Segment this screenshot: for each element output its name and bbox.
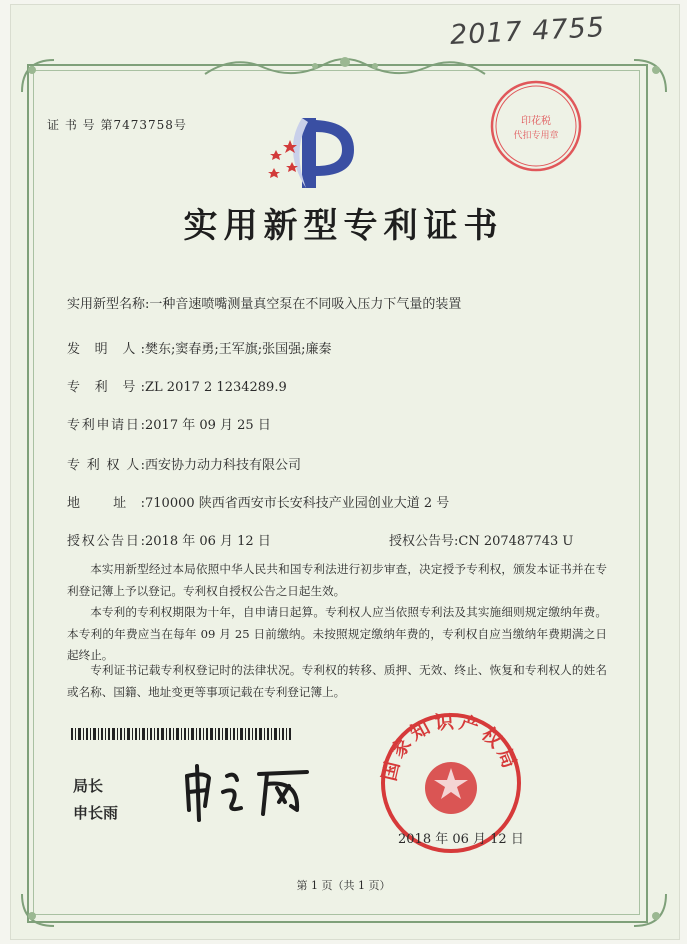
corner-ornament-bottom-left — [18, 890, 58, 930]
field-label: 实用新型名称: — [67, 297, 150, 312]
svg-text:国家知识产权局: 国家知识产权局 — [378, 710, 522, 783]
field-value: ZL 2017 2 1234289.9 — [145, 380, 287, 395]
issue-date: 2018 年 06 月 12 日 — [398, 832, 524, 847]
paragraph-term-notice — [67, 602, 607, 667]
paragraph-grant-notice — [67, 559, 607, 602]
field-value: 樊东;窦春勇;王军旗;张国强;廉秦 — [145, 342, 332, 357]
field-filing-date — [67, 414, 271, 433]
handwritten-signature-icon — [175, 762, 325, 822]
signatory-name: 申长雨 — [73, 804, 119, 822]
field-label: 地 址: — [67, 496, 145, 511]
handwritten-note: 2017 4755 — [449, 11, 606, 52]
document-title: 实用新型专利证书 — [183, 206, 504, 246]
field-value: CN 207487743 U — [458, 534, 574, 549]
field-value: 一种音速喷嘴测量真空泵在不同吸入压力下气量的装置 — [149, 297, 462, 312]
svg-text:代扣专用章: 代扣专用章 — [513, 131, 559, 141]
field-label: 专 利 权 人: — [67, 458, 145, 473]
svg-text:印花税: 印花税 — [521, 116, 551, 127]
field-label: 授权公告日: — [67, 534, 145, 549]
field-address — [67, 492, 449, 511]
field-label: 专 利 号: — [67, 380, 145, 395]
field-grant-date — [67, 530, 271, 549]
field-label: 发 明 人: — [67, 342, 145, 357]
field-label: 授权公告号: — [389, 534, 459, 549]
field-value: 2018 年 06 月 12 日 — [145, 534, 271, 549]
field-value: 2017 年 09 月 25 日 — [145, 418, 271, 433]
field-utility-model-name — [67, 293, 461, 312]
barcode-image — [71, 728, 291, 740]
field-publication-number — [389, 530, 573, 549]
corner-ornament-top-right — [630, 56, 670, 96]
corner-ornament-top-left — [18, 56, 58, 96]
field-value: 710000 陕西省西安市长安科技产业园创业大道 2 号 — [145, 496, 450, 511]
paragraph-legal-status — [67, 660, 607, 703]
field-value: 西安协力动力科技有限公司 — [145, 458, 302, 473]
signatory-title: 局长 — [73, 777, 104, 795]
field-patent-number — [67, 376, 287, 395]
page-number: 第 1 页（共 1 页） — [296, 879, 391, 892]
cnipa-logo-icon — [262, 110, 362, 200]
paragraph-text: 专利证书记载专利权登记时的法律状况。专利权的转移、质押、无效、终止、恢复和专利权人的姓名或名称、国籍、地址变更等事项记载在专利登记簿上。 — [67, 663, 607, 699]
paragraph-text: 本专利的专利权期限为十年，自申请日起算。专利权人应当依照专利法及其实施细则规定缴纳年费。本专利的年费应当在每年 09 月 25 日前缴纳。未按照规定缴纳年费的，专利权自应当缴纳年费期满之日起终止。 — [67, 605, 607, 662]
field-label: 专利申请日: — [67, 418, 145, 433]
top-ornament — [195, 54, 495, 80]
stamp-duty-seal-icon — [488, 78, 584, 174]
corner-ornament-bottom-right — [630, 890, 670, 930]
paragraph-text: 本实用新型经过本局依照中华人民共和国专利法进行初步审查，决定授予专利权，颁发本证书并在专利登记簿上予以登记。专利权自授权公告之日起生效。 — [67, 562, 607, 598]
field-inventor — [67, 338, 332, 357]
certificate-number: 证 书 号 第7473758号 — [47, 118, 187, 132]
field-patentee — [67, 454, 301, 473]
